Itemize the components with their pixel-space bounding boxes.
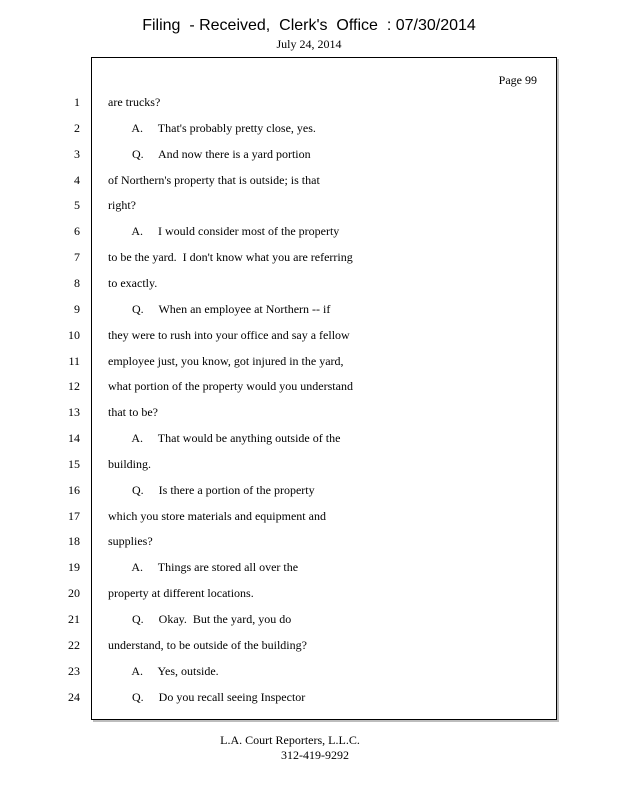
line-text: Q. And now there is a yard portion [108,147,311,161]
line-number: 4 [74,173,80,187]
line-number: 18 [68,534,80,548]
line-text: Q. When an employee at Northern -- if [108,302,331,316]
line-number: 21 [68,612,80,626]
line-number: 5 [74,198,80,212]
line-text: employee just, you know, got injured in the yard, [108,354,344,368]
line-number: 15 [68,457,80,471]
line-text: A. That's probably pretty close, yes. [108,121,316,135]
line-text: A. I would consider most of the property [108,224,340,238]
line-number: 16 [68,483,80,497]
line-text: that to be? [108,405,158,419]
line-text: A. That would be anything outside of the [108,431,341,445]
line-text: A. Things are stored all over the [108,560,299,574]
line-number: 2 [74,121,80,135]
reporter-phone: 312-419-9292 [281,748,349,762]
line-text: to be the yard. I don't know what you are referring [108,250,353,264]
line-number: 17 [68,509,80,523]
line-number: 19 [68,560,80,574]
line-text: supplies? [108,534,153,548]
line-text: building. [108,457,152,471]
line-number: 20 [68,586,80,600]
page-number: Page 99 [498,73,537,87]
filing-stamp: Filing - Received, Clerk's Office : 07/30/2014 [142,17,476,34]
line-number: 11 [68,354,80,368]
line-text: right? [108,198,136,212]
line-text: what portion of the property would you understand [108,379,353,393]
line-text: they were to rush into your office and say a fellow [108,328,350,342]
line-number: 12 [68,379,80,393]
line-number: 8 [74,276,80,290]
line-number: 1 [74,95,80,109]
line-number: 6 [74,224,80,238]
line-text: property at different locations. [108,586,254,600]
line-text: Q. Do you recall seeing Inspector [108,690,306,704]
line-number: 23 [68,664,80,678]
line-number: 7 [74,250,80,264]
line-number: 13 [68,405,80,419]
line-text: Q. Is there a portion of the property [108,483,315,497]
line-number: 3 [74,147,80,161]
line-text: of Northern's property that is outside; is that [108,173,320,187]
line-text: which you store materials and equipment and [108,509,326,523]
line-text: to exactly. [108,276,158,290]
line-number: 24 [68,690,80,704]
line-text: are trucks? [108,95,161,109]
line-number: 10 [68,328,80,342]
line-text: A. Yes, outside. [108,664,219,678]
line-number: 14 [68,431,80,445]
line-number: 22 [68,638,80,652]
line-text: Q. Okay. But the yard, you do [108,612,292,626]
line-text: understand, to be outside of the building? [108,638,307,652]
transcript-date: July 24, 2014 [276,37,342,51]
line-number: 9 [74,302,80,316]
reporter-company: L.A. Court Reporters, L.L.C. [220,733,360,747]
